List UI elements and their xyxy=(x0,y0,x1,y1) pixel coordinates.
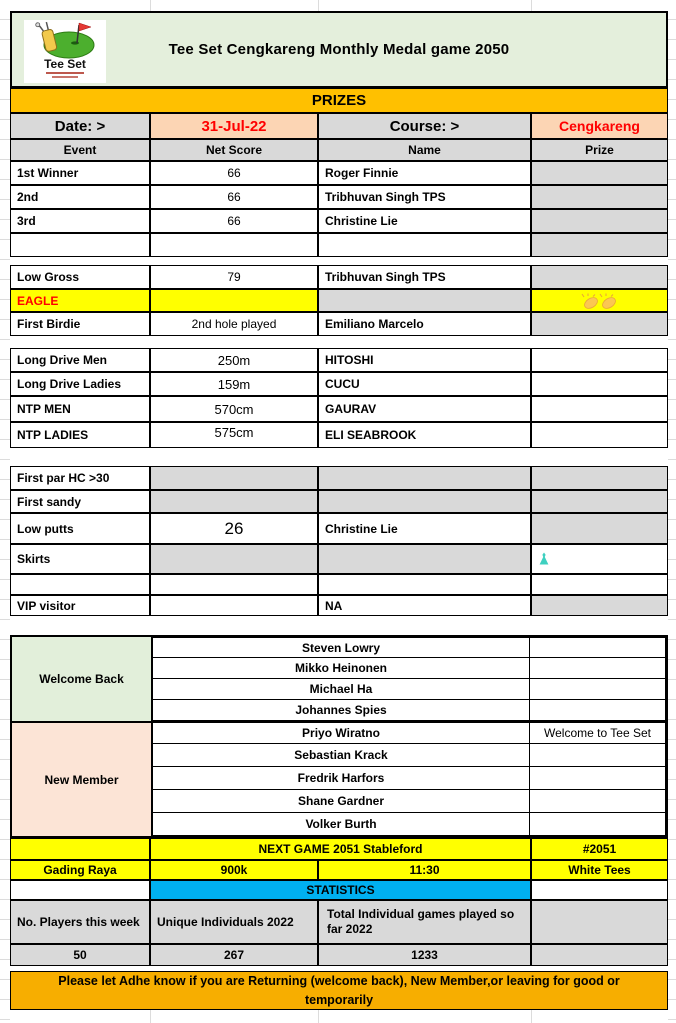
prize-cell xyxy=(531,574,668,595)
new-member-label: New Member xyxy=(12,721,152,836)
member-note xyxy=(530,637,666,658)
stat-value-unique-individuals: 267 xyxy=(150,944,318,966)
name-cell xyxy=(318,574,531,595)
prize-cell xyxy=(531,466,668,490)
score-cell: 570cm xyxy=(150,396,318,422)
member-name: Steven Lowry xyxy=(152,637,530,658)
event-cell: First Birdie xyxy=(10,312,150,336)
member-name: Volker Burth xyxy=(152,813,530,836)
grid-gutter-right xyxy=(668,0,676,1023)
prize-cell xyxy=(531,422,668,448)
next-game-spacer-cell xyxy=(10,838,150,860)
column-header-row xyxy=(10,139,668,161)
name-cell: CUCU xyxy=(318,372,531,396)
member-note xyxy=(530,658,666,679)
score-cell xyxy=(150,544,318,574)
event-cell: Low putts xyxy=(10,513,150,544)
event-cell: 3rd xyxy=(10,209,150,233)
score-cell xyxy=(150,466,318,490)
member-note: Welcome to Tee Set xyxy=(530,721,666,744)
row-long-drive-men xyxy=(10,348,668,372)
spacer-row xyxy=(10,336,668,348)
name-cell: GAURAV xyxy=(318,396,531,422)
name-cell xyxy=(318,490,531,513)
member-note xyxy=(530,790,666,813)
members-labels xyxy=(12,637,152,836)
name-cell: Christine Lie xyxy=(318,209,531,233)
member-row xyxy=(152,637,666,658)
next-game-venue: Gading Raya xyxy=(10,860,150,880)
event-cell xyxy=(10,574,150,595)
stat-value-empty xyxy=(531,944,668,966)
stat-header-unique-individuals: Unique Individuals 2022 xyxy=(150,900,318,944)
score-cell: 159m xyxy=(150,372,318,396)
statistics-values-row xyxy=(10,944,668,966)
score-cell: 26 xyxy=(150,513,318,544)
statistics-title: STATISTICS xyxy=(150,880,531,900)
column-header-name: Name xyxy=(318,139,531,161)
event-cell: 2nd xyxy=(10,185,150,209)
column-header-net-score: Net Score xyxy=(150,139,318,161)
name-cell: HITOSHI xyxy=(318,348,531,372)
footer-note: Please let Adhe know if you are Returning (welcome back), New Member,or leaving for good or temporarily xyxy=(10,971,668,1010)
event-cell: 1st Winner xyxy=(10,161,150,185)
member-name: Shane Gardner xyxy=(152,790,530,813)
event-cell: Skirts xyxy=(10,544,150,574)
event-cell: First par HC >30 xyxy=(10,466,150,490)
event-cell: VIP visitor xyxy=(10,595,150,616)
member-name: Fredrik Harfors xyxy=(152,767,530,790)
prize-cell xyxy=(531,595,668,616)
next-game-time: 11:30 xyxy=(318,860,531,880)
member-note xyxy=(530,744,666,767)
member-row xyxy=(152,744,666,767)
next-game-fee: 900k xyxy=(150,860,318,880)
name-cell: Emiliano Marcelo xyxy=(318,312,531,336)
score-cell: 66 xyxy=(150,161,318,185)
event-cell: Long Drive Ladies xyxy=(10,372,150,396)
member-note xyxy=(530,700,666,721)
member-note xyxy=(530,767,666,790)
golf-logo-icon xyxy=(24,20,106,83)
row-first-birdie xyxy=(10,312,668,336)
next-game-details-row xyxy=(10,860,668,880)
name-cell: Tribhuvan Singh TPS xyxy=(318,265,531,289)
member-row xyxy=(152,700,666,721)
next-game-title: NEXT GAME 2051 Stableford xyxy=(150,838,531,860)
name-cell: NA xyxy=(318,595,531,616)
event-cell: EAGLE xyxy=(10,289,150,312)
score-cell: 2nd hole played xyxy=(150,312,318,336)
spacer-row xyxy=(10,257,668,265)
next-game-title-row xyxy=(10,838,668,860)
name-cell: Christine Lie xyxy=(318,513,531,544)
member-row xyxy=(152,813,666,836)
dress-icon xyxy=(538,552,550,566)
member-row xyxy=(152,767,666,790)
member-row xyxy=(152,658,666,679)
member-row xyxy=(152,679,666,700)
club-logo xyxy=(24,20,106,83)
row-low-putts xyxy=(10,513,668,544)
score-cell xyxy=(150,233,318,257)
stat-header-empty xyxy=(531,900,668,944)
row-first-par xyxy=(10,466,668,490)
name-cell xyxy=(318,289,531,312)
column-header-prize: Prize xyxy=(531,139,668,161)
score-cell: 66 xyxy=(150,185,318,209)
stat-header-players-week: No. Players this week xyxy=(10,900,150,944)
next-game-number: #2051 xyxy=(531,838,668,860)
gridline xyxy=(531,1010,532,1023)
member-name: Priyo Wiratno xyxy=(152,721,530,744)
prize-cell xyxy=(531,490,668,513)
score-cell: 66 xyxy=(150,209,318,233)
course-value: Cengkareng xyxy=(531,113,668,139)
prize-cell xyxy=(531,312,668,336)
gridline xyxy=(531,0,532,11)
header-band xyxy=(10,11,668,88)
gridline xyxy=(318,1010,319,1023)
welcome-back-label: Welcome Back xyxy=(12,637,152,721)
stat-value-total-games: 1233 xyxy=(318,944,531,966)
prize-cell xyxy=(531,289,668,312)
members-names xyxy=(152,637,666,836)
name-cell xyxy=(318,544,531,574)
event-cell: NTP MEN xyxy=(10,396,150,422)
statistics-title-row xyxy=(10,880,668,900)
prize-cell xyxy=(531,396,668,422)
prize-cell xyxy=(531,209,668,233)
row-vip-visitor xyxy=(10,595,668,616)
gridline xyxy=(318,0,319,11)
date-label: Date: > xyxy=(10,113,150,139)
statistics-spacer-cell xyxy=(531,880,668,900)
prize-cell xyxy=(531,513,668,544)
statistics-spacer-cell xyxy=(10,880,150,900)
stat-value-players-week: 50 xyxy=(10,944,150,966)
member-note xyxy=(530,813,666,836)
row-eagle xyxy=(10,289,668,312)
prizes-banner: PRIZES xyxy=(10,88,668,113)
grid-gutter-left xyxy=(0,0,10,1023)
gridline xyxy=(150,0,151,11)
spacer-row xyxy=(10,448,668,466)
statistics-header-row xyxy=(10,900,668,944)
course-label: Course: > xyxy=(318,113,531,139)
member-name: Sebastian Krack xyxy=(152,744,530,767)
score-cell: 575cm xyxy=(150,422,318,448)
row-empty xyxy=(10,574,668,595)
row-ntp-men xyxy=(10,396,668,422)
name-cell: Roger Finnie xyxy=(318,161,531,185)
score-cell: 79 xyxy=(150,265,318,289)
info-row xyxy=(10,113,668,139)
name-cell xyxy=(318,466,531,490)
gridline xyxy=(150,1010,151,1023)
date-value: 31-Jul-22 xyxy=(150,113,318,139)
stat-header-total-games: Total Individual games played so far 2022 xyxy=(318,900,531,944)
row-2nd xyxy=(10,185,668,209)
name-cell: ELI SEABROOK xyxy=(318,422,531,448)
row-3rd xyxy=(10,209,668,233)
row-ntp-ladies xyxy=(10,422,668,448)
prize-cell xyxy=(531,372,668,396)
page-title: Tee Set Cengkareng Monthly Medal game 2050 xyxy=(168,41,510,58)
column-header-event: Event xyxy=(10,139,150,161)
row-long-drive-ladies xyxy=(10,372,668,396)
spacer-row xyxy=(10,616,668,635)
member-name: Michael Ha xyxy=(152,679,530,700)
row-1st-winner xyxy=(10,161,668,185)
logo-text: Tee Set xyxy=(44,57,86,71)
event-cell: First sandy xyxy=(10,490,150,513)
name-cell: Tribhuvan Singh TPS xyxy=(318,185,531,209)
report-table xyxy=(10,11,668,1010)
member-name: Mikko Heinonen xyxy=(152,658,530,679)
event-cell: NTP LADIES xyxy=(10,422,150,448)
prize-cell xyxy=(531,544,668,574)
row-low-gross xyxy=(10,265,668,289)
member-row xyxy=(152,790,666,813)
prize-cell xyxy=(531,233,668,257)
event-cell: Long Drive Men xyxy=(10,348,150,372)
score-cell xyxy=(150,289,318,312)
row-skirts xyxy=(10,544,668,574)
row-first-sandy xyxy=(10,490,668,513)
event-cell: Low Gross xyxy=(10,265,150,289)
score-cell xyxy=(150,574,318,595)
member-name: Johannes Spies xyxy=(152,700,530,721)
event-cell xyxy=(10,233,150,257)
score-cell: 250m xyxy=(150,348,318,372)
score-cell xyxy=(150,595,318,616)
next-game-tees: White Tees xyxy=(531,860,668,880)
prize-cell xyxy=(531,185,668,209)
prize-cell xyxy=(531,161,668,185)
row-empty xyxy=(10,233,668,257)
score-cell xyxy=(150,490,318,513)
name-cell xyxy=(318,233,531,257)
member-row xyxy=(152,721,666,744)
prize-cell xyxy=(531,348,668,372)
members-block xyxy=(10,635,668,838)
member-note xyxy=(530,679,666,700)
clapping-hands-icon xyxy=(580,293,620,309)
prize-cell xyxy=(531,265,668,289)
